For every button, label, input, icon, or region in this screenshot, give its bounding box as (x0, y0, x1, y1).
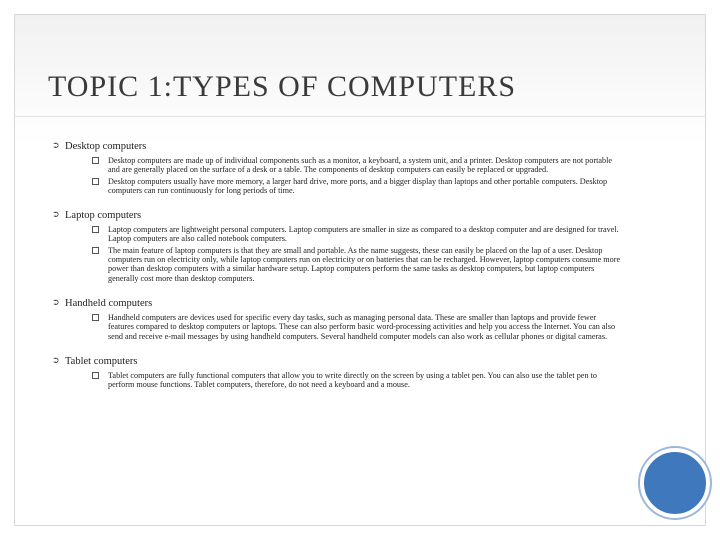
list-item-text: Laptop computers are lightweight personal computers. Laptop computers are smaller in size as compared to a desktop computer and are designed for travel. Laptop computers are also called notebook computers. (108, 225, 619, 244)
sub-list (92, 156, 622, 195)
section-heading-text: Tablet computers (65, 355, 138, 367)
sub-list (92, 371, 622, 390)
list-item (92, 225, 622, 244)
arrow-bullet-icon: ➲ (52, 355, 60, 366)
list-item-text: Desktop computers usually have more memory, a larger hard drive, more ports, and a bigger display than laptops and other portable computers. Desktop computers can run continuously for long periods of time. (108, 176, 608, 195)
list-item-text: Desktop computers are made up of individual components such as a monitor, a keyboard, a system unit, and a printer. Desktop computers are not portable and are generally placed on the surface of a desk or a table. The components of desktop computers can easily be replaced or upgraded. (108, 156, 612, 175)
arrow-bullet-icon: ➲ (52, 297, 60, 308)
section-heading-text: Handheld computers (65, 297, 153, 309)
list-item (92, 177, 622, 196)
square-bullet-icon (92, 226, 99, 233)
section-heading (42, 297, 622, 310)
section-heading (42, 140, 622, 153)
list-item-text: Tablet computers are fully functional computers that allow you to write directly on the screen by using a tablet pen. You can also use the tablet pen to perform mouse functions. Tablet computers, therefore, do not need a keyboard and a mouse. (108, 370, 597, 390)
square-bullet-icon (92, 157, 99, 164)
section-handheld (42, 297, 622, 341)
square-bullet-icon (92, 372, 99, 379)
arrow-bullet-icon: ➲ (52, 210, 60, 221)
square-bullet-icon (92, 247, 99, 254)
decorative-circle (640, 448, 710, 518)
section-heading-text: Desktop computers (65, 141, 147, 152)
list-item (92, 246, 622, 283)
section-tablet (42, 355, 622, 390)
square-bullet-icon (92, 314, 99, 321)
slide-title: TOPIC 1:TYPES OF COMPUTERS (48, 70, 517, 103)
section-laptop (42, 209, 622, 283)
sub-list (92, 225, 622, 283)
list-item (92, 371, 622, 390)
title-divider (14, 116, 706, 117)
section-heading-text: Laptop computers (65, 210, 142, 222)
list-item (92, 156, 622, 175)
section-heading (42, 355, 622, 368)
section-heading (42, 209, 622, 222)
arrow-bullet-icon: ➲ (52, 141, 60, 151)
section-desktop (42, 140, 622, 195)
list-item (92, 313, 622, 341)
slide-body (42, 140, 622, 403)
list-item-text: Handheld computers are devices used for specific every day tasks, such as managing personal data. These are smaller than laptops and provide fewer features compared to desktop computers or laptops. These can also perform basic word-processing activities and help you access the Internet. You can also send and receive e-mail messages by using handheld computers. Several handheld computer models can also work as cellular phones or digital cameras. (108, 312, 616, 341)
square-bullet-icon (92, 178, 99, 185)
list-item-text: The main feature of laptop computers is that they are small and portable. As the name suggests, these can easily be placed on the lap of a user. Desktop computers run on electricity only, while laptop computers run on electricity or on batteries that can be recharged. However, laptop computers consume more power than desktop computers with a similar hardware setup. Laptop computers perform the same tasks as desktop computers, but laptop computers generally cost more than desktop computers. (108, 245, 621, 283)
sub-list (92, 313, 622, 341)
